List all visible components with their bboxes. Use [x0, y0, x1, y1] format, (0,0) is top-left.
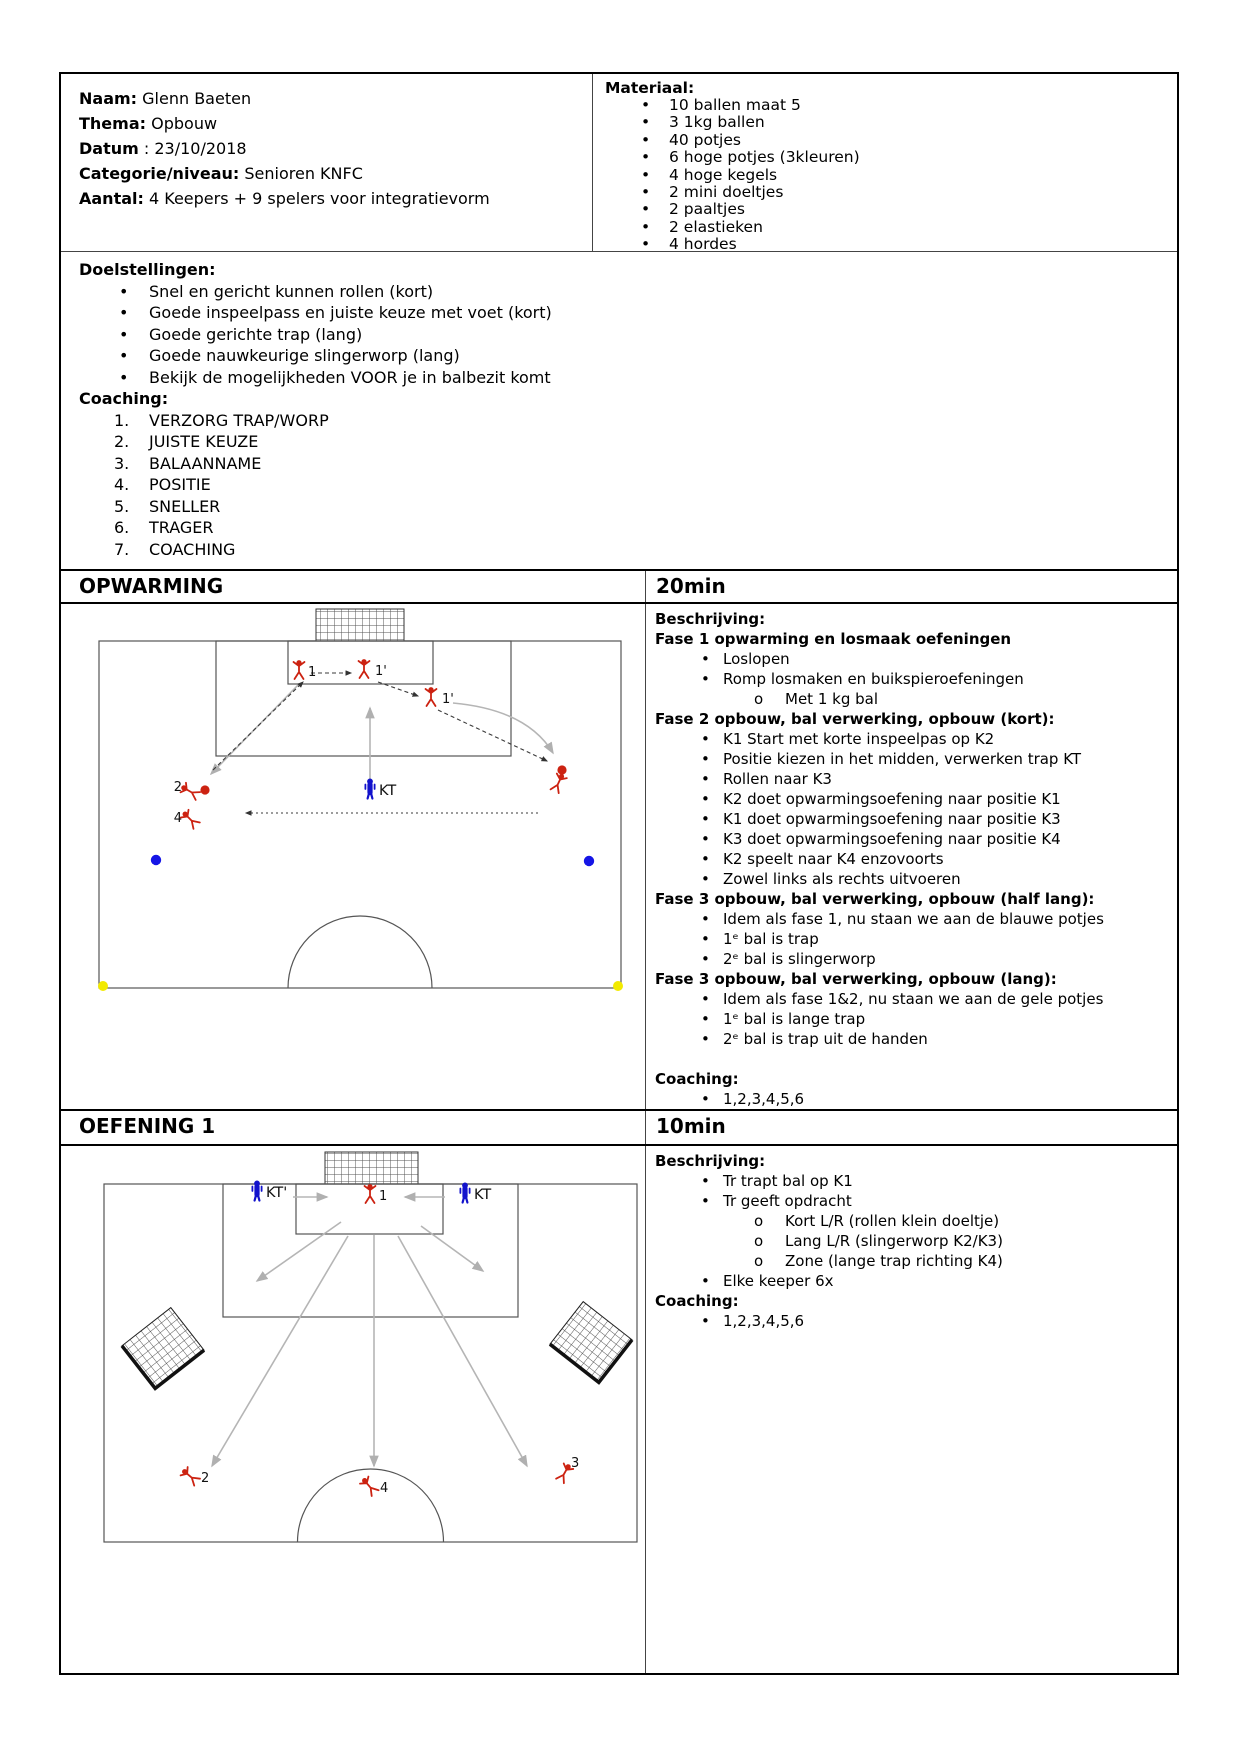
coaching-item: 5. SNELLER	[114, 496, 221, 516]
oefening1-title: OEFENING 1	[61, 1111, 646, 1144]
arrow-to-left-goal	[257, 1222, 341, 1281]
description-heading: Fase 3 opbouw, bal verwerking, opbouw (half lang):	[655, 890, 1095, 908]
session-info-cell	[61, 74, 593, 251]
description-bullet: • Elke keeper 6x	[701, 1272, 834, 1290]
oefening1-header-row	[61, 1111, 1177, 1146]
coaching-item: 4. POSITIE	[114, 475, 211, 494]
keeper-4-figure	[359, 1475, 380, 1497]
ball-left	[200, 785, 209, 794]
description-bullet: • 1,2,3,4,5,6	[701, 1312, 805, 1330]
keeper-1-figure	[365, 1184, 376, 1203]
description-bullet: • 2ᵉ bal is slingerworp	[701, 950, 876, 968]
trainer-kt-right-figure	[460, 1183, 469, 1203]
keeper-2-label: 2	[201, 1471, 210, 1486]
description-bullet: • K2 speelt naar K4 enzovoorts	[701, 850, 944, 868]
description-heading: Beschrijving:	[655, 1152, 766, 1170]
description-bullet: • 2ᵉ bal is trap uit de handen	[701, 1030, 928, 1048]
description-bullet: • Tr trapt bal op K1	[701, 1172, 853, 1190]
trainer-kt-label: KT	[379, 783, 397, 799]
mini-goal-left	[122, 1308, 204, 1389]
keeper-3-figure	[550, 772, 568, 794]
materiaal-item: • 10 ballen maat 5	[641, 96, 801, 114]
description-bullet: • 1ᵉ bal is trap	[701, 930, 819, 948]
oefening1-description	[646, 1146, 1177, 1673]
arrow-to-k2	[212, 1236, 348, 1466]
keeper-4-figure	[179, 808, 200, 829]
blue-potje-right	[584, 856, 594, 866]
description-bullet: • Rollen naar K3	[701, 770, 832, 788]
keeper-1-label: 1	[308, 665, 317, 680]
keeper-2-figure	[179, 1466, 201, 1487]
description-sub-bullet: o Kort L/R (rollen klein doeltje)	[754, 1212, 1000, 1230]
coaching-item: 6. TRAGER	[114, 518, 214, 537]
doelstelling-item: • Goede gerichte trap (lang)	[119, 324, 363, 344]
opwarming-title: OPWARMING	[61, 571, 646, 602]
description-bullet: • K1 Start met korte inspeelpas op K2	[701, 730, 995, 748]
field-diagram-1	[61, 604, 646, 1111]
trainer-ktr-label: KT	[474, 1187, 492, 1203]
description-heading: Fase 1 opwarming en losmaak oefeningen	[655, 630, 1012, 648]
materiaal-item: • 2 elastieken	[641, 217, 763, 236]
center-semicircle	[298, 1469, 444, 1542]
yellow-potje-right	[613, 981, 623, 991]
keeper-3-label: 3	[571, 1456, 580, 1471]
materiaal-item: • 2 mini doeltjes	[641, 183, 784, 202]
description-bullet: • Zowel links als rechts uitvoeren	[701, 870, 961, 888]
doelstelling-item: • Bekijk de mogelijkheden VOOR je in balbezit komt	[119, 367, 551, 387]
keeper-4-label: 4	[380, 1481, 389, 1496]
info-line: Categorie/niveau: Senioren KNFC	[79, 164, 363, 183]
description-bullet: • 1,2,3,4,5,6	[701, 1090, 805, 1108]
goal-net	[325, 1152, 418, 1184]
doelstelling-item: • Snel en gericht kunnen rollen (kort)	[119, 281, 434, 301]
materiaal-cell	[593, 74, 1177, 254]
coaching-title: Coaching:	[79, 389, 169, 408]
yellow-potje-left	[98, 981, 108, 991]
materiaal-list	[605, 97, 1171, 254]
keeper-1b-label: 1'	[442, 692, 454, 707]
keeper-2-figure	[179, 782, 201, 801]
trainer-ktl-label: KT'	[266, 1185, 288, 1201]
mini-goal-right	[550, 1302, 632, 1383]
arrow-to-k3	[398, 1236, 527, 1466]
doelstellingen-title: Doelstellingen:	[79, 260, 216, 279]
coaching-item: 1. VERZORG TRAP/WORP	[114, 410, 329, 430]
coaching-item: 3. BALAANNAME	[114, 453, 262, 473]
trainer-kt-figure	[365, 779, 374, 799]
keeper-4-label: 4	[173, 811, 182, 826]
materiaal-item: • 4 hoge kegels	[641, 165, 778, 184]
materiaal-title: Materiaal:	[605, 79, 695, 97]
keeper-1b-figure	[426, 687, 437, 706]
run-arrow-right-curve	[453, 703, 553, 753]
description-sub-bullet: o Met 1 kg bal	[754, 690, 878, 708]
goal-net	[316, 609, 404, 641]
opwarming-body-row	[61, 604, 1177, 1111]
description-heading: Fase 2 opbouw, bal verwerking, opbouw (kort):	[655, 710, 1055, 728]
doelstellingen-list	[79, 281, 1167, 389]
description-heading: Fase 3 opbouw, bal verwerking, opbouw (lang):	[655, 970, 1057, 988]
description-bullet: • Idem als fase 1&2, nu staan we aan de gele potjes	[701, 990, 1104, 1008]
coaching-list	[79, 410, 1167, 561]
description-sub-bullet: o Lang L/R (slingerworp K2/K3)	[754, 1232, 1003, 1250]
arrow-to-right-goal	[421, 1226, 483, 1271]
description-bullet: • Positie kiezen in het midden, verwerken trap KT	[701, 750, 1082, 768]
oefening1-duration: 10min	[656, 1114, 726, 1138]
keeper-1-figure	[294, 660, 305, 679]
description-heading: Coaching:	[655, 1070, 739, 1088]
info-line: Naam: Glenn Baeten	[79, 89, 252, 108]
opwarming-diagram	[61, 604, 646, 1109]
info-line: Aantal: 4 Keepers + 9 spelers voor integratievorm	[79, 189, 490, 208]
description-bullet: • 1ᵉ bal is lange trap	[701, 1010, 866, 1028]
materiaal-item: • 4 hordes	[641, 235, 737, 254]
doelstelling-item: • Goede inspeelpass en juiste keuze met voet (kort)	[119, 303, 552, 322]
plan-table	[59, 72, 1179, 1675]
materiaal-item: • 3 1kg ballen	[641, 113, 765, 132]
penalty-area	[216, 641, 511, 756]
opwarming-header-row	[61, 571, 1177, 604]
oefening1-body-row	[61, 1146, 1177, 1673]
keeper-1-label: 1	[379, 1189, 388, 1204]
materiaal-item: • 2 paaltjes	[641, 200, 745, 219]
center-semicircle	[288, 916, 432, 988]
blue-potje-left	[151, 855, 161, 865]
keeper-1a-label: 1'	[375, 664, 387, 679]
description-bullet: • Romp losmaken en buikspieroefeningen	[701, 670, 1024, 688]
doelstellingen-row	[61, 252, 1177, 571]
keeper-2-label: 2	[173, 780, 182, 795]
coaching-item: 2. JUISTE KEUZE	[114, 432, 259, 451]
description-bullet: • Loslopen	[701, 650, 790, 668]
description-sub-bullet: o Zone (lange trap richting K4)	[754, 1252, 1003, 1270]
doelstelling-item: • Goede nauwkeurige slingerworp (lang)	[119, 346, 460, 365]
description-bullet: • Idem als fase 1, nu staan we aan de blauwe potjes	[701, 910, 1104, 928]
description-heading: Beschrijving:	[655, 610, 766, 628]
pass-arrow-3	[438, 710, 547, 761]
description-bullet: • K1 doet opwarmingsoefening naar positie K3	[701, 810, 1061, 828]
oefening1-diagram	[61, 1146, 646, 1673]
description-bullet: • K3 doet opwarmingsoefening naar positie K4	[701, 830, 1061, 848]
ball-right	[557, 765, 566, 774]
coaching-item: 7. COACHING	[114, 539, 236, 559]
info-line: Thema: Opbouw	[79, 114, 218, 133]
description-heading: Coaching:	[655, 1292, 739, 1310]
penalty-area	[223, 1184, 518, 1317]
header-row	[61, 74, 1177, 252]
opwarming-duration: 20min	[656, 574, 726, 598]
info-line: Datum : 23/10/2018	[79, 139, 247, 158]
description-bullet: • Tr geeft opdracht	[701, 1192, 852, 1210]
field-diagram-2	[61, 1146, 646, 1686]
materiaal-item: • 6 hoge potjes (3kleuren)	[641, 148, 860, 167]
description-bullet: • K2 doet opwarmingsoefening naar positie K1	[701, 790, 1061, 808]
materiaal-item: • 40 potjes	[641, 130, 741, 149]
description-gap	[655, 1049, 1169, 1069]
keeper-1a-figure	[359, 659, 370, 678]
opwarming-description	[646, 604, 1177, 1109]
